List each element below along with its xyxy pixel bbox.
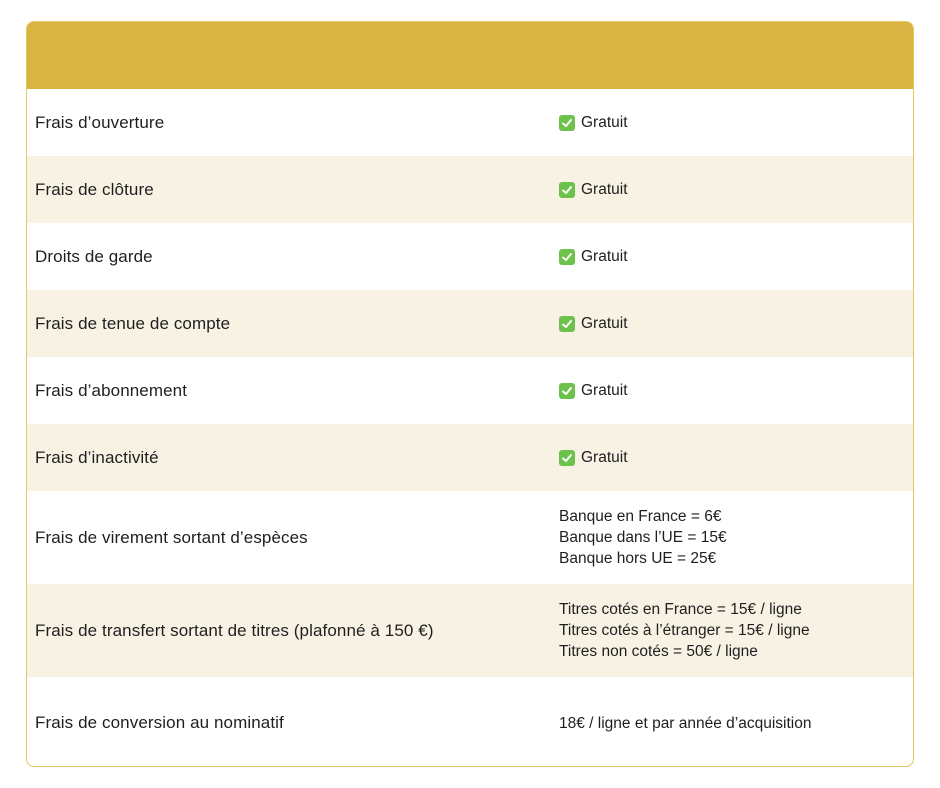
row-value <box>553 179 913 200</box>
table-row <box>27 677 913 767</box>
value-line: Banque dans l’UE = 15€ <box>559 529 727 546</box>
value-line: Titres non cotés = 50€ / ligne <box>559 643 758 660</box>
row-value <box>553 313 913 334</box>
table-row <box>27 290 913 357</box>
table-row <box>27 584 913 677</box>
row-label: Frais de tenue de compte <box>35 313 231 333</box>
table-row <box>27 156 913 223</box>
gratuit-text: Gratuit <box>581 114 628 131</box>
row-value <box>553 380 913 401</box>
table-row <box>27 424 913 491</box>
value-line: Banque en France = 6€ <box>559 508 722 525</box>
row-label: Frais de transfert sortant de titres (plafonné à 150 €) <box>35 620 434 640</box>
row-label: Frais de clôture <box>35 179 154 199</box>
row-value <box>553 246 913 267</box>
value-line: Titres cotés à l’étranger = 15€ / ligne <box>559 622 810 639</box>
row-value <box>553 447 913 468</box>
table-row <box>27 491 913 584</box>
row-value <box>553 112 913 133</box>
gratuit-text: Gratuit <box>581 382 628 399</box>
value-line: Banque hors UE = 25€ <box>559 550 717 567</box>
row-value <box>553 506 913 569</box>
check-icon <box>559 450 575 466</box>
row-label: Frais de virement sortant d’espèces <box>35 527 308 547</box>
check-icon <box>559 316 575 332</box>
gratuit-text: Gratuit <box>581 181 628 198</box>
value-line: Titres cotés en France = 15€ / ligne <box>559 601 802 618</box>
row-label: Frais de conversion au nominatif <box>35 713 284 732</box>
table-header <box>27 22 913 89</box>
check-icon <box>559 182 575 198</box>
table-row <box>27 357 913 424</box>
row-label: Droits de garde <box>35 246 153 266</box>
row-label: Frais d’abonnement <box>35 380 188 400</box>
check-icon <box>559 115 575 131</box>
check-icon <box>559 249 575 265</box>
row-label: Frais d’ouverture <box>35 112 165 132</box>
gratuit-text: Gratuit <box>581 248 628 265</box>
gratuit-text: Gratuit <box>581 315 628 332</box>
fee-table <box>26 21 914 767</box>
row-value: 18€ / ligne et par année d’acquisition <box>559 714 812 732</box>
gratuit-text: Gratuit <box>581 449 628 466</box>
row-label: Frais d’inactivité <box>35 447 159 467</box>
table-row <box>27 89 913 156</box>
table-row <box>27 223 913 290</box>
check-icon <box>559 383 575 399</box>
row-value <box>553 599 913 662</box>
